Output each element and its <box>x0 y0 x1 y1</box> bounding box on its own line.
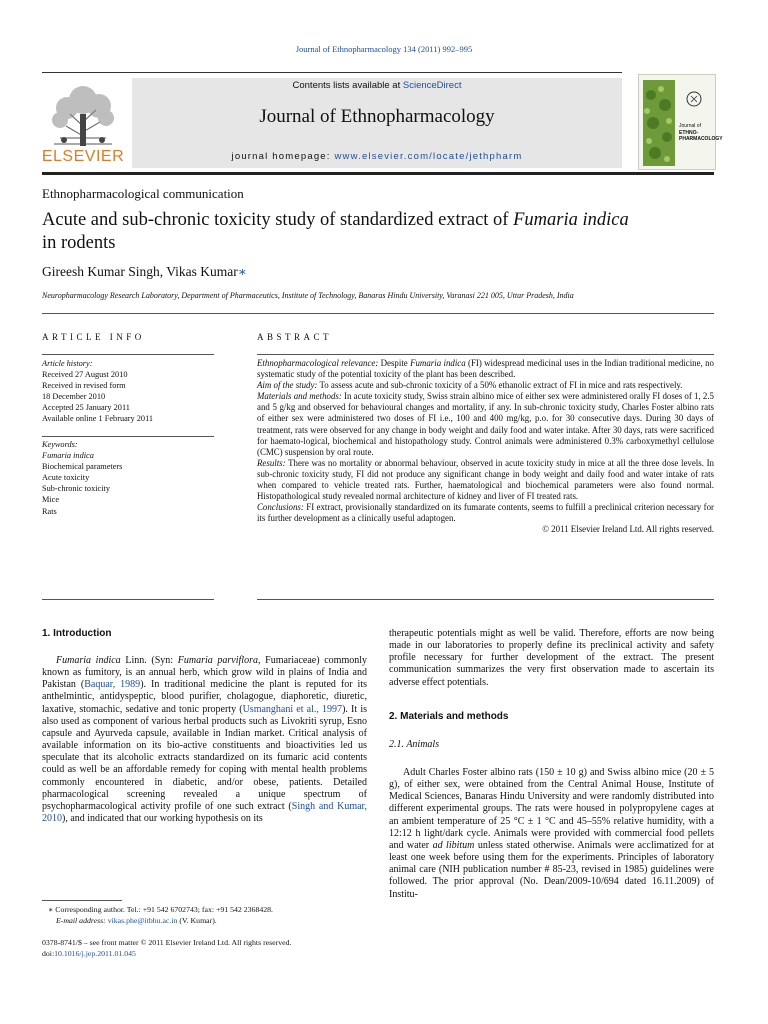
conclusions-label: Conclusions: <box>257 502 304 513</box>
history-item: Received 27 August 2010 <box>42 370 128 380</box>
relevance-text: (FI) widespread medicinal uses in the Indian traditional medicine, no systematic study of the potential toxicity of the plant has been described. <box>257 358 714 380</box>
title-species: Fumaria indica <box>513 210 629 230</box>
abstract-body <box>257 358 714 536</box>
ad-libitum: ad libitum <box>432 839 475 851</box>
abstract-conclusions <box>257 502 714 524</box>
footnote-rule <box>42 900 122 901</box>
article-type: Ethnopharmacological communication <box>42 186 244 201</box>
animals-paragraph <box>389 767 714 901</box>
sciencedirect-link[interactable]: ScienceDirect <box>402 80 462 91</box>
reference-link[interactable]: Usmanghani et al., 1997 <box>242 703 343 715</box>
keyword-item: Sub-chronic toxicity <box>42 484 110 494</box>
divider <box>42 436 214 437</box>
intro-text-run: ). In traditional medicine the plant is reputed for its anthelmintic, antidyspeptic, blood purifier, cholagogue, diaphoretic, diuretic, laxative, stomachic, sedative and tonic property ( <box>42 679 367 715</box>
cover-line-1: Journal of <box>679 123 701 129</box>
article-title <box>42 209 714 255</box>
results-text: There was no mortality or abnormal behaviour, observed in acute toxicity study in mice at all the three dose levels. In sub-chronic toxicity study, FI did not produce any significant change in body weight and daily food and water intake of rats when compared to vehicle treated rats. Further, haematological and biochemical parameters were also found normal. Histopathological study revealed normal architecture of kidney and liver of FI treated rats. <box>257 457 714 502</box>
journal-citation[interactable]: Journal of Ethnopharmacology 134 (2011) 992–995 <box>295 44 473 54</box>
copyright-notice: © 2011 Elsevier Ireland Ltd. All rights reserved. <box>542 524 714 535</box>
keyword-item: Rats <box>42 506 57 516</box>
footnote <box>42 905 372 926</box>
divider <box>42 354 214 355</box>
results-label: Results: <box>257 457 286 468</box>
relevance-label: Ethnopharmacological relevance: <box>257 358 379 368</box>
keywords <box>42 439 217 517</box>
abstract-results <box>257 458 714 502</box>
intro-text-run: ). It is also used as component of various herbal products such as Livokriti syrup, Esno capsule and Ayurveda capsule, available in Indian market. Critical analysis of available information on its bio-active constituents and bioactivities led us speculate that its alcoholic extracts standardized on its fumaric acid contents could as well be an affordable remedy for coping with mental health problems commonly encountered in diabetic, and/or obese, patients. Detailed pharmacological screening revealed a unique spectrum of psychopharmacological activity profile of one such extract ( <box>42 703 367 812</box>
journal-title: Journal of Ethnopharmacology <box>259 106 495 127</box>
contents-prefix: Contents lists available at <box>292 80 401 91</box>
issn-block <box>42 937 402 959</box>
history-item: Available online 1 February 2011 <box>42 414 154 424</box>
doi-label: doi: <box>42 949 55 958</box>
abstract-relevance <box>257 358 714 380</box>
authors <box>42 264 247 280</box>
animals-text <box>389 767 714 901</box>
cover-line-3: PHARMACOLOGY <box>679 136 723 142</box>
introduction-continuation <box>389 628 714 689</box>
methods-label: Materials and methods: <box>257 391 342 402</box>
intro-text-run: , Fumariaceae) commonly known as fumitory, is an annual herb, which grow wild in plains of India and Pakistan ( <box>42 655 368 691</box>
history-item: 18 December 2010 <box>42 392 106 402</box>
divider <box>42 599 214 600</box>
history-label: Article history: <box>42 359 93 368</box>
affiliation: Neuropharmacology Research Laboratory, Department of Pharmaceutics, Institute of Technology, Banaras Hindu University, Varanasi 221 005, Uttar Pradesh, India <box>42 291 574 300</box>
email-link[interactable]: vikas.phe@itbhu.ac.in <box>107 915 178 925</box>
journal-cover-illustration-icon <box>639 75 723 169</box>
corresponding-author-note: ∗ Corresponding author. Tel.: +91 542 6702743; fax: +91 542 2368428. <box>48 905 273 914</box>
keyword-item: Fumaria indica <box>42 451 94 461</box>
abstract-methods <box>257 391 714 458</box>
contents-line <box>132 80 622 91</box>
reference-link[interactable]: Baquar, 1989 <box>84 679 141 691</box>
introduction-text <box>42 655 367 825</box>
continuation-paragraph: therapeutic potentials might as well be valid. Therefore, efforts are now being made in our laboratories to properly define its preclinical activity and safety profile necessary for further development of the extract. The present communication summarizes the very first observation made to ascertain its adverse effect potentials. <box>389 628 714 688</box>
reference-link[interactable]: Singh and Kumar, 2010 <box>42 800 367 825</box>
methods-text: In acute toxicity study, Swiss strain albino mice of either sex were administered orally FI doses of 1, 2.5 and 5 g/kg and observed for behavioural changes and mortality, if any. In sub-chronic toxicity study, Charles Foster albino rats of either sex were administered two doses of FI i.e., 100 and 400 mg/kg, p.o. for 30 consecutive days. During 30 days of treatment, rats were observed for any change in body weight and daily food and water intake. After 30 days, rats were sacrificed for haemato-logical, biochemical and histopathology study. Control animals were administered 0.3% carboxymethyl cellulose (CMC) suspension by oral route. <box>257 391 714 457</box>
title-tail: in rodents <box>42 233 116 253</box>
issn-line: 0378-8741/$ – see front matter © 2011 Elsevier Ireland Ltd. All rights reserved. <box>42 938 292 947</box>
synonym-species: Fumaria parviflora <box>177 655 258 666</box>
relevance-species: Fumaria indica <box>410 358 466 368</box>
abstract-heading: ABSTRACT <box>257 332 333 342</box>
doi-line <box>42 948 402 959</box>
conclusions-text: FI extract, provisionally standardized on its fumarate contents, seems to fulfill a preclinical criterion necessary for its further development as a clinically useful adaptogen. <box>257 502 714 524</box>
subsection-heading-animals: 2.1. Animals <box>389 739 440 750</box>
title-main: Acute and sub-chronic toxicity study of standardized extract of <box>42 210 509 230</box>
journal-homepage <box>132 151 622 162</box>
header-rule-top <box>42 72 622 73</box>
section-heading-introduction: 1. Introduction <box>42 628 112 639</box>
email-line <box>42 916 372 927</box>
elsevier-wordmark: ELSEVIER <box>41 148 125 165</box>
journal-cover[interactable] <box>638 74 723 170</box>
history-item: Accepted 25 January 2011 <box>42 403 130 413</box>
author-names: Gireesh Kumar Singh, Vikas Kumar <box>42 264 238 279</box>
animals-text-run: unless stated otherwise. Animals were acclimatized for at least one week before using them for the experiments. Principles of laboratory animal care (NIH publication number # 85-23, revised in 1985) guidelines were followed. The prior approval (No. Dean/2009-10/694 dated 16.11.2009) of Institu- <box>389 839 714 900</box>
homepage-link[interactable]: www.elsevier.com/locate/jethpharm <box>334 151 523 162</box>
doi-link[interactable]: 10.1016/j.jep.2011.01.045 <box>54 949 136 958</box>
divider <box>42 313 714 314</box>
relevance-text: Despite <box>378 358 411 368</box>
keyword-item: Acute toxicity <box>42 473 90 483</box>
keyword-item: Biochemical parameters <box>42 462 123 472</box>
intro-species: Fumaria indica <box>56 655 121 666</box>
homepage-prefix: journal homepage: <box>231 151 331 162</box>
header-rule-bottom <box>42 172 714 175</box>
abstract-aim <box>257 380 714 391</box>
intro-text-run: Linn. (Syn: <box>120 655 178 666</box>
history-item: Received in revised form <box>42 381 126 391</box>
intro-text-run: ), and indicated that our working hypothesis on its <box>62 813 263 825</box>
animals-text-run: Adult Charles Foster albino rats (150 ± 10 g) and Swiss albino mice (20 ± 5 g), of either sex, were obtained from the Central Animal House, Institute of Medical Sciences, Banaras Hindu University and were randomly distributed into different experimental groups. The rats were housed in polypropylene cages at an ambient temperature of 25 °C ± 1 °C and 45–55% relative humidity, with a 12:12 h light/dark cycle. Animals were provided with commercial food pellets and water <box>389 767 714 851</box>
cover-line-2: ETHNO- <box>679 129 699 136</box>
article-info-heading: ARTICLE INFO <box>42 332 145 342</box>
divider <box>257 354 714 355</box>
email-label: E-mail address: <box>56 915 106 925</box>
aim-label: Aim of the study: <box>257 380 318 391</box>
keywords-label: Keywords: <box>42 440 78 449</box>
divider <box>257 599 714 600</box>
article-history <box>42 358 217 425</box>
aim-text: To assess acute and sub-chronic toxicity of a 50% ethanolic extract of FI in mice and rats respectively. <box>317 380 683 391</box>
keyword-item: Mice <box>42 495 60 505</box>
introduction-paragraph <box>42 655 367 825</box>
email-owner: (V. Kumar). <box>177 915 217 925</box>
corresponding-author-mark[interactable]: ∗ <box>237 264 247 279</box>
section-heading-methods: 2. Materials and methods <box>389 711 509 722</box>
